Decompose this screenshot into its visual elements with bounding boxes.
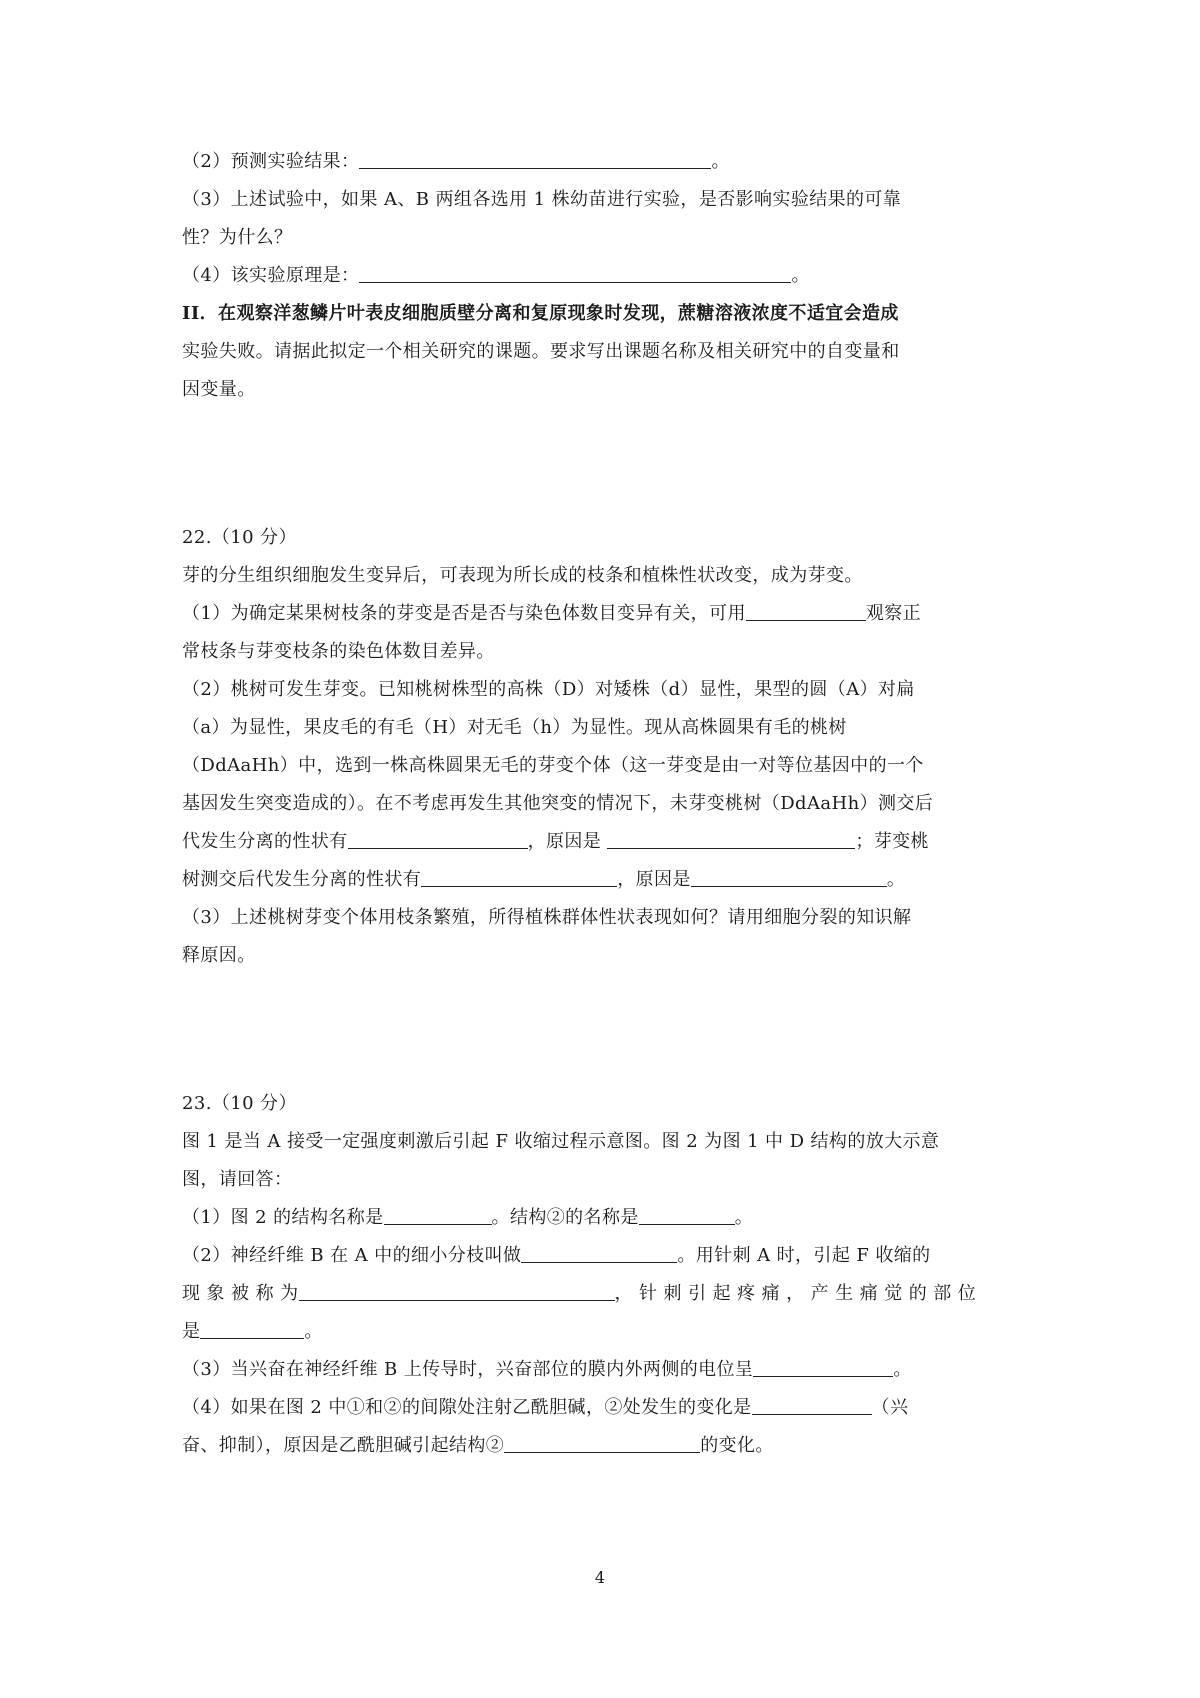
answer-blank[interactable] (752, 1396, 872, 1415)
q22-2-cont: （DdAaHh）中，选到一株高株圆果无毛的芽变个体（这一芽变是由一对等位基因中的一个 (182, 755, 924, 776)
answer-blank[interactable] (348, 830, 528, 849)
q22-2-cont: 基因发生突变造成的）。在不考虑再发生其他突变的情况下，未芽变桃树（DdAaHh）测交后 (182, 793, 934, 814)
answer-blank[interactable] (359, 264, 791, 283)
q21-II-cont: 因变量。 (182, 379, 256, 400)
q22-1-line: （1）为确定某果树枝条的芽变是否是否与染色体数目变异有关，可用 观察正 (182, 603, 922, 624)
q21-II-cont: 实验失败。请据此拟定一个相关研究的课题。要求写出课题名称及相关研究中的自变量和 (182, 341, 900, 362)
q23-1-line: （1）图 2 的结构名称是 。结构②的名称是 。 (182, 1207, 754, 1228)
q22-3-line: （3）上述桃树芽变个体用枝条繁殖，所得植株群体性状表现如何？请用细胞分裂的知识解 (182, 907, 912, 928)
q22-2-line: （2）桃树可发生芽变。已知桃树株型的高株（D）对矮株（d）显性，果型的圆（A）对扁 (182, 679, 915, 700)
q22-2-cont: 树测交后代发生分离的性状有 ，原因是 。 (182, 869, 906, 890)
answer-blank[interactable] (384, 1206, 492, 1225)
q23-4-cont: 奋、抑制），原因是乙酰胆碱引起结构② 的变化。 (182, 1435, 774, 1456)
q23-2-cont: 是 。 (182, 1321, 323, 1342)
q21-2-line: （2）预测实验结果： 。 (182, 151, 730, 172)
q23-intro-cont: 图，请回答： (182, 1169, 293, 1190)
q22-2-cont: 代发生分离的性状有 ，原因是 ；芽变桃 (182, 831, 929, 852)
answer-blank[interactable] (691, 868, 887, 887)
q23-heading: 23.（10 分） (182, 1093, 297, 1114)
q21-4-line: （4）该实验原理是： 。 (182, 265, 810, 286)
answer-blank[interactable] (607, 830, 855, 849)
q23-4-line: （4）如果在图 2 中①和②的间隙处注射乙酰胆碱，②处发生的变化是 （兴 (182, 1397, 909, 1418)
q23-intro: 图 1 是当 A 接受一定强度刺激后引起 F 收缩过程示意图。图 2 为图 1 中 D 结构的放大示意 (182, 1131, 940, 1152)
answer-blank[interactable] (753, 1358, 893, 1377)
answer-blank[interactable] (200, 1320, 304, 1339)
answer-blank[interactable] (359, 150, 711, 169)
q21-3-line: （3）上述试验中，如果 A、B 两组各选用 1 株幼苗进行实验，是否影响实验结果的可靠 (182, 189, 902, 210)
q21-II-line: II．在观察洋葱鳞片叶表皮细胞质壁分离和复原现象时发现，蔗糖溶液浓度不适宜会造成 (182, 303, 899, 324)
q22-heading: 22.（10 分） (182, 527, 297, 548)
q22-intro: 芽的分生组织细胞发生变异后，可表现为所长成的枝条和植株性状改变，成为芽变。 (182, 565, 863, 586)
answer-blank[interactable] (421, 868, 617, 887)
answer-blank[interactable] (746, 602, 866, 621)
answer-blank[interactable] (504, 1434, 700, 1453)
q21-3-cont: 性？为什么？ (182, 227, 293, 248)
q23-2-cont: 现 象 被 称 为 ， 针 刺 引 起 疼 痛 ， 产 生 痛 觉 的 部 位 (182, 1283, 977, 1304)
q23-2-line: （2）神经纤维 B 在 A 中的细小分枝叫做 。用针刺 A 时，引起 F 收缩的 (182, 1245, 931, 1266)
answer-blank[interactable] (299, 1282, 615, 1301)
answer-blank[interactable] (639, 1206, 735, 1225)
q22-1-cont: 常枝条与芽变枝条的染色体数目差异。 (182, 641, 495, 662)
page-number: 4 (594, 1568, 606, 1587)
q22-2-cont: （a）为显性，果皮毛的有毛（H）对无毛（h）为显性。现从高株圆果有毛的桃树 (182, 717, 847, 738)
q22-3-cont: 释原因。 (182, 945, 256, 966)
answer-blank[interactable] (521, 1244, 677, 1263)
q23-3-line: （3）当兴奋在神经纤维 B 上传导时，兴奋部位的膜内外两侧的电位呈 。 (182, 1359, 912, 1380)
